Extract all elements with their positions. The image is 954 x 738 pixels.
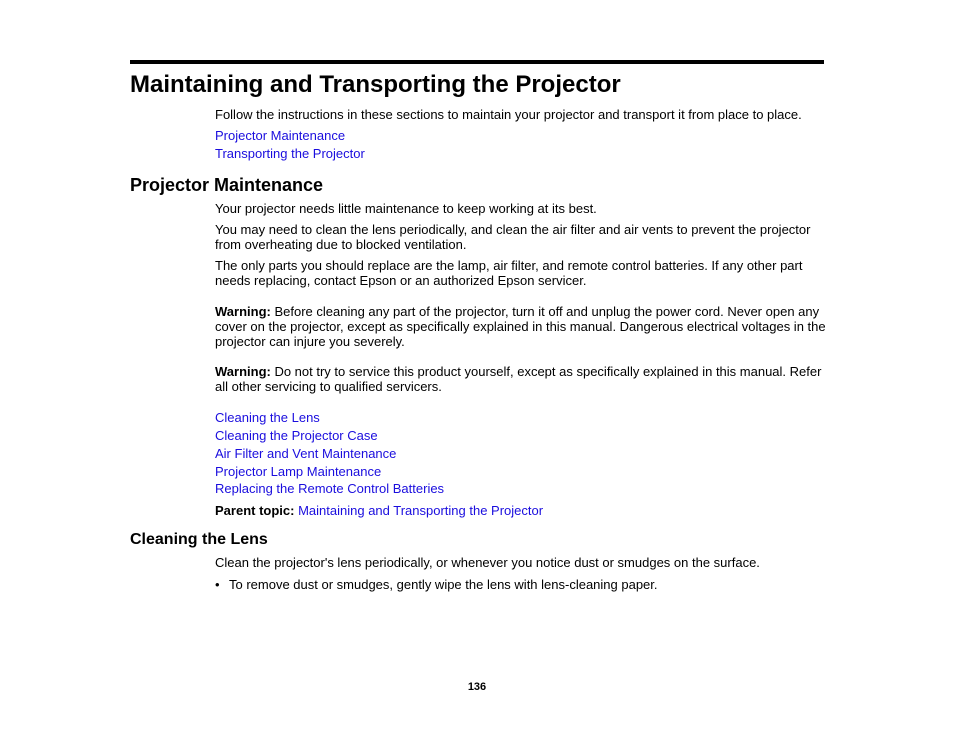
section-heading: Projector Maintenance — [130, 175, 324, 195]
link-lamp-maintenance[interactable]: Projector Lamp Maintenance — [215, 464, 382, 479]
page-title: Maintaining and Transporting the Projector — [130, 71, 621, 98]
warning-text: Do not try to service this product yourself, except as specifically explained in this manual. Refer all other servicing to qualified servicers. — [215, 364, 822, 394]
parent-topic — [215, 503, 827, 518]
link-transporting-projector[interactable]: Transporting the Projector — [215, 146, 365, 161]
bullet-item — [215, 577, 827, 592]
section-paragraph: You may need to clean the lens periodically, and clean the air filter and air vents to prevent the projector from overheating due to blocked ventilation. — [215, 222, 811, 252]
warning-note — [215, 304, 827, 349]
link-air-filter[interactable]: Air Filter and Vent Maintenance — [215, 446, 397, 461]
intro-paragraph: Follow the instructions in these sections to maintain your projector and transport it from place to place. — [215, 107, 802, 122]
warning-label: Warning: — [215, 304, 271, 319]
page-number: 136 — [467, 681, 487, 693]
subsection-paragraph: Clean the projector's lens periodically, or whenever you notice dust or smudges on the surface. — [215, 555, 760, 570]
section-paragraph: Your projector needs little maintenance to keep working at its best. — [215, 201, 597, 216]
title-rule — [130, 60, 824, 64]
link-cleaning-lens[interactable]: Cleaning the Lens — [215, 410, 320, 425]
subsection-heading: Cleaning the Lens — [130, 531, 268, 548]
link-projector-maintenance[interactable]: Projector Maintenance — [215, 128, 346, 143]
link-cleaning-case[interactable]: Cleaning the Projector Case — [215, 428, 378, 443]
section-paragraph: The only parts you should replace are the lamp, air filter, and remote control batteries. If any other part needs replacing, contact Epson or an authorized Epson servicer. — [215, 258, 803, 288]
warning-note — [215, 364, 827, 394]
parent-topic-label: Parent topic: — [215, 503, 295, 518]
bullet-text: To remove dust or smudges, gently wipe the lens with lens-cleaning paper. — [229, 577, 658, 592]
link-remote-batteries[interactable]: Replacing the Remote Control Batteries — [215, 481, 445, 496]
parent-topic-link[interactable]: Maintaining and Transporting the Projector — [298, 503, 544, 518]
warning-text: Before cleaning any part of the projector, turn it off and unplug the power cord. Never open any cover on the projector, except as specifically explained in this manual. Dangerous electrical voltages in the projector can injure you severely. — [215, 304, 826, 349]
warning-label: Warning: — [215, 364, 271, 379]
bullet-mark: • — [215, 577, 220, 592]
